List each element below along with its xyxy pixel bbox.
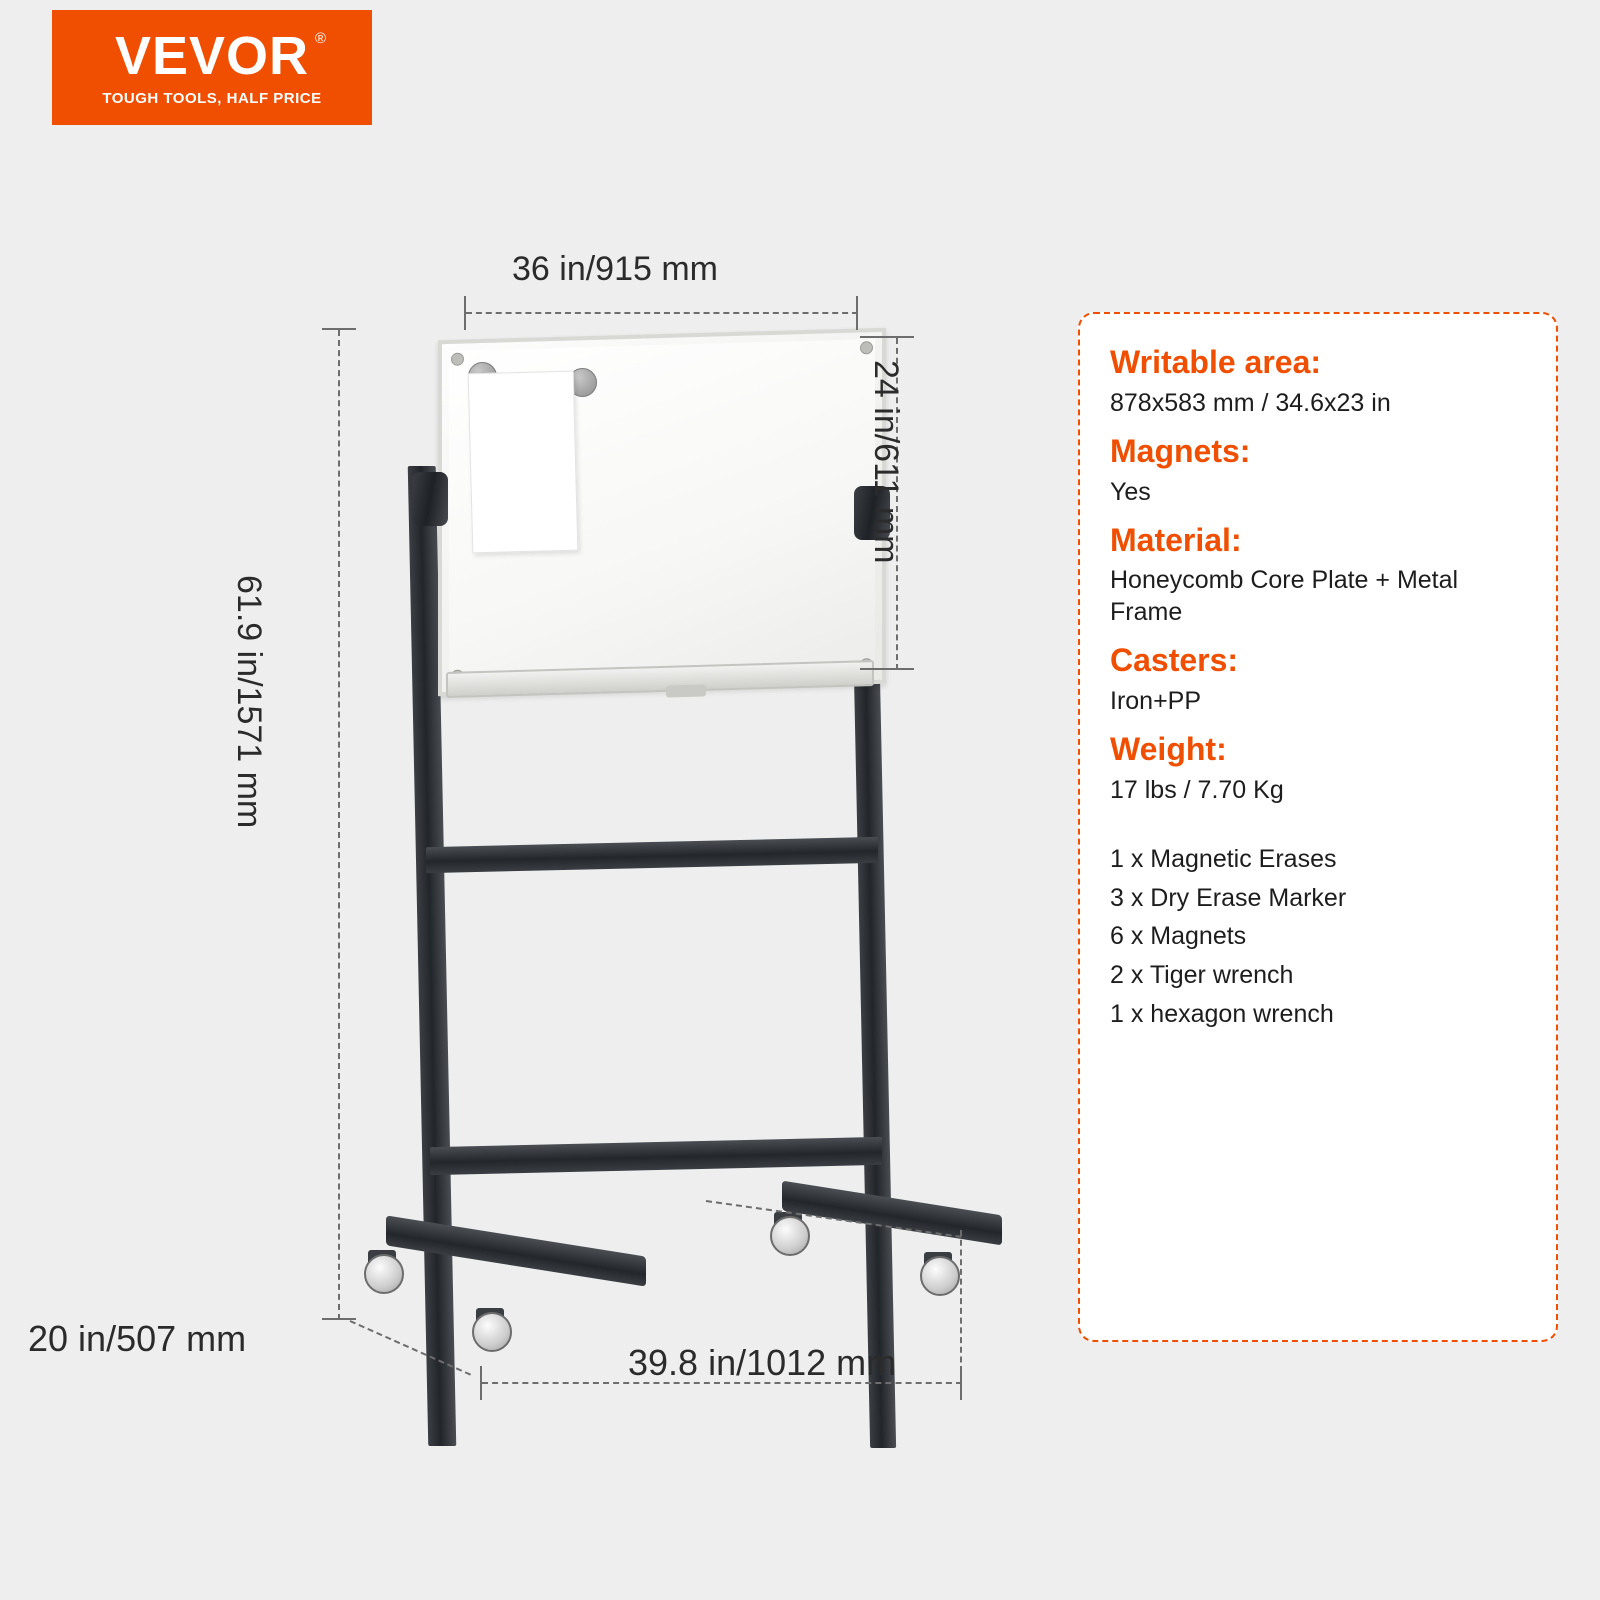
spec-label-writable-area: Writable area: bbox=[1110, 344, 1322, 380]
brand-tagline: TOUGH TOOLS, HALF PRICE bbox=[102, 89, 322, 107]
dimension-tick-board-height-bottom bbox=[860, 668, 914, 670]
list-item: 1 x Magnetic Erases bbox=[1110, 844, 1337, 873]
caster-front-left bbox=[362, 1250, 402, 1294]
dimension-line-total-height bbox=[338, 330, 340, 1320]
brand-logo bbox=[52, 10, 372, 125]
sample-paper-sheet bbox=[468, 371, 579, 554]
stand-crossbar-middle bbox=[426, 837, 878, 873]
spec-value-weight: 17 lbs / 7.70 Kg bbox=[1110, 775, 1284, 804]
stand-crossbar-lower bbox=[430, 1137, 882, 1175]
dimension-tick-board-width-right bbox=[856, 296, 858, 330]
dimension-label-base-depth: 20 in/507 mm bbox=[28, 1318, 247, 1359]
list-item: 6 x Magnets bbox=[1110, 922, 1247, 951]
dimension-leader-base-width-right bbox=[960, 1230, 962, 1382]
product-illustration bbox=[330, 230, 1060, 1410]
spec-label-casters: Casters: bbox=[1110, 642, 1239, 679]
list-item: 3 x Dry Erase Marker bbox=[1110, 883, 1347, 912]
caster-back-left bbox=[768, 1212, 808, 1256]
spec-value-casters: Iron+PP bbox=[1110, 687, 1202, 716]
caster-front-right bbox=[470, 1308, 510, 1352]
spec-value-magnets: Yes bbox=[1110, 477, 1151, 506]
dimension-label-board-width: 36 in/915 mm bbox=[512, 250, 718, 288]
spec-label-magnets: Magnets: bbox=[1110, 432, 1251, 469]
brand-name bbox=[114, 25, 328, 86]
dimension-line-board-width bbox=[466, 312, 858, 314]
base-foot-back bbox=[782, 1181, 1002, 1246]
spec-label-material: Material: bbox=[1110, 521, 1242, 558]
package-contents-list bbox=[1110, 840, 1526, 1034]
dimension-tick-base-width-left bbox=[480, 1366, 482, 1400]
caster-back-right bbox=[918, 1252, 958, 1296]
dimension-label-total-height: 61.9 in/1571 mm bbox=[230, 575, 268, 829]
dimension-tick-total-height-top bbox=[322, 328, 356, 330]
pivot-knob-left bbox=[412, 472, 448, 526]
dimension-tick-board-width-left bbox=[464, 296, 466, 330]
registered-trademark-icon: ® bbox=[314, 29, 328, 47]
spec-label-weight: Weight: bbox=[1110, 731, 1227, 768]
dimension-label-base-width: 39.8 in/1012 mm bbox=[628, 1342, 897, 1383]
spec-value-material: Honeycomb Core Plate + Metal Frame bbox=[1110, 566, 1459, 627]
list-item: 1 x hexagon wrench bbox=[1110, 999, 1334, 1028]
brand-name-text: VEVOR bbox=[114, 25, 310, 86]
spec-value-writable-area: 878x583 mm / 34.6x23 in bbox=[1110, 388, 1391, 417]
pen-tray-notch bbox=[666, 684, 706, 697]
list-item: 2 x Tiger wrench bbox=[1110, 961, 1294, 990]
dimension-tick-board-height-top bbox=[860, 336, 914, 338]
dimension-label-board-height: 24 in/611 mm bbox=[867, 360, 905, 564]
specification-panel bbox=[1078, 312, 1558, 1342]
